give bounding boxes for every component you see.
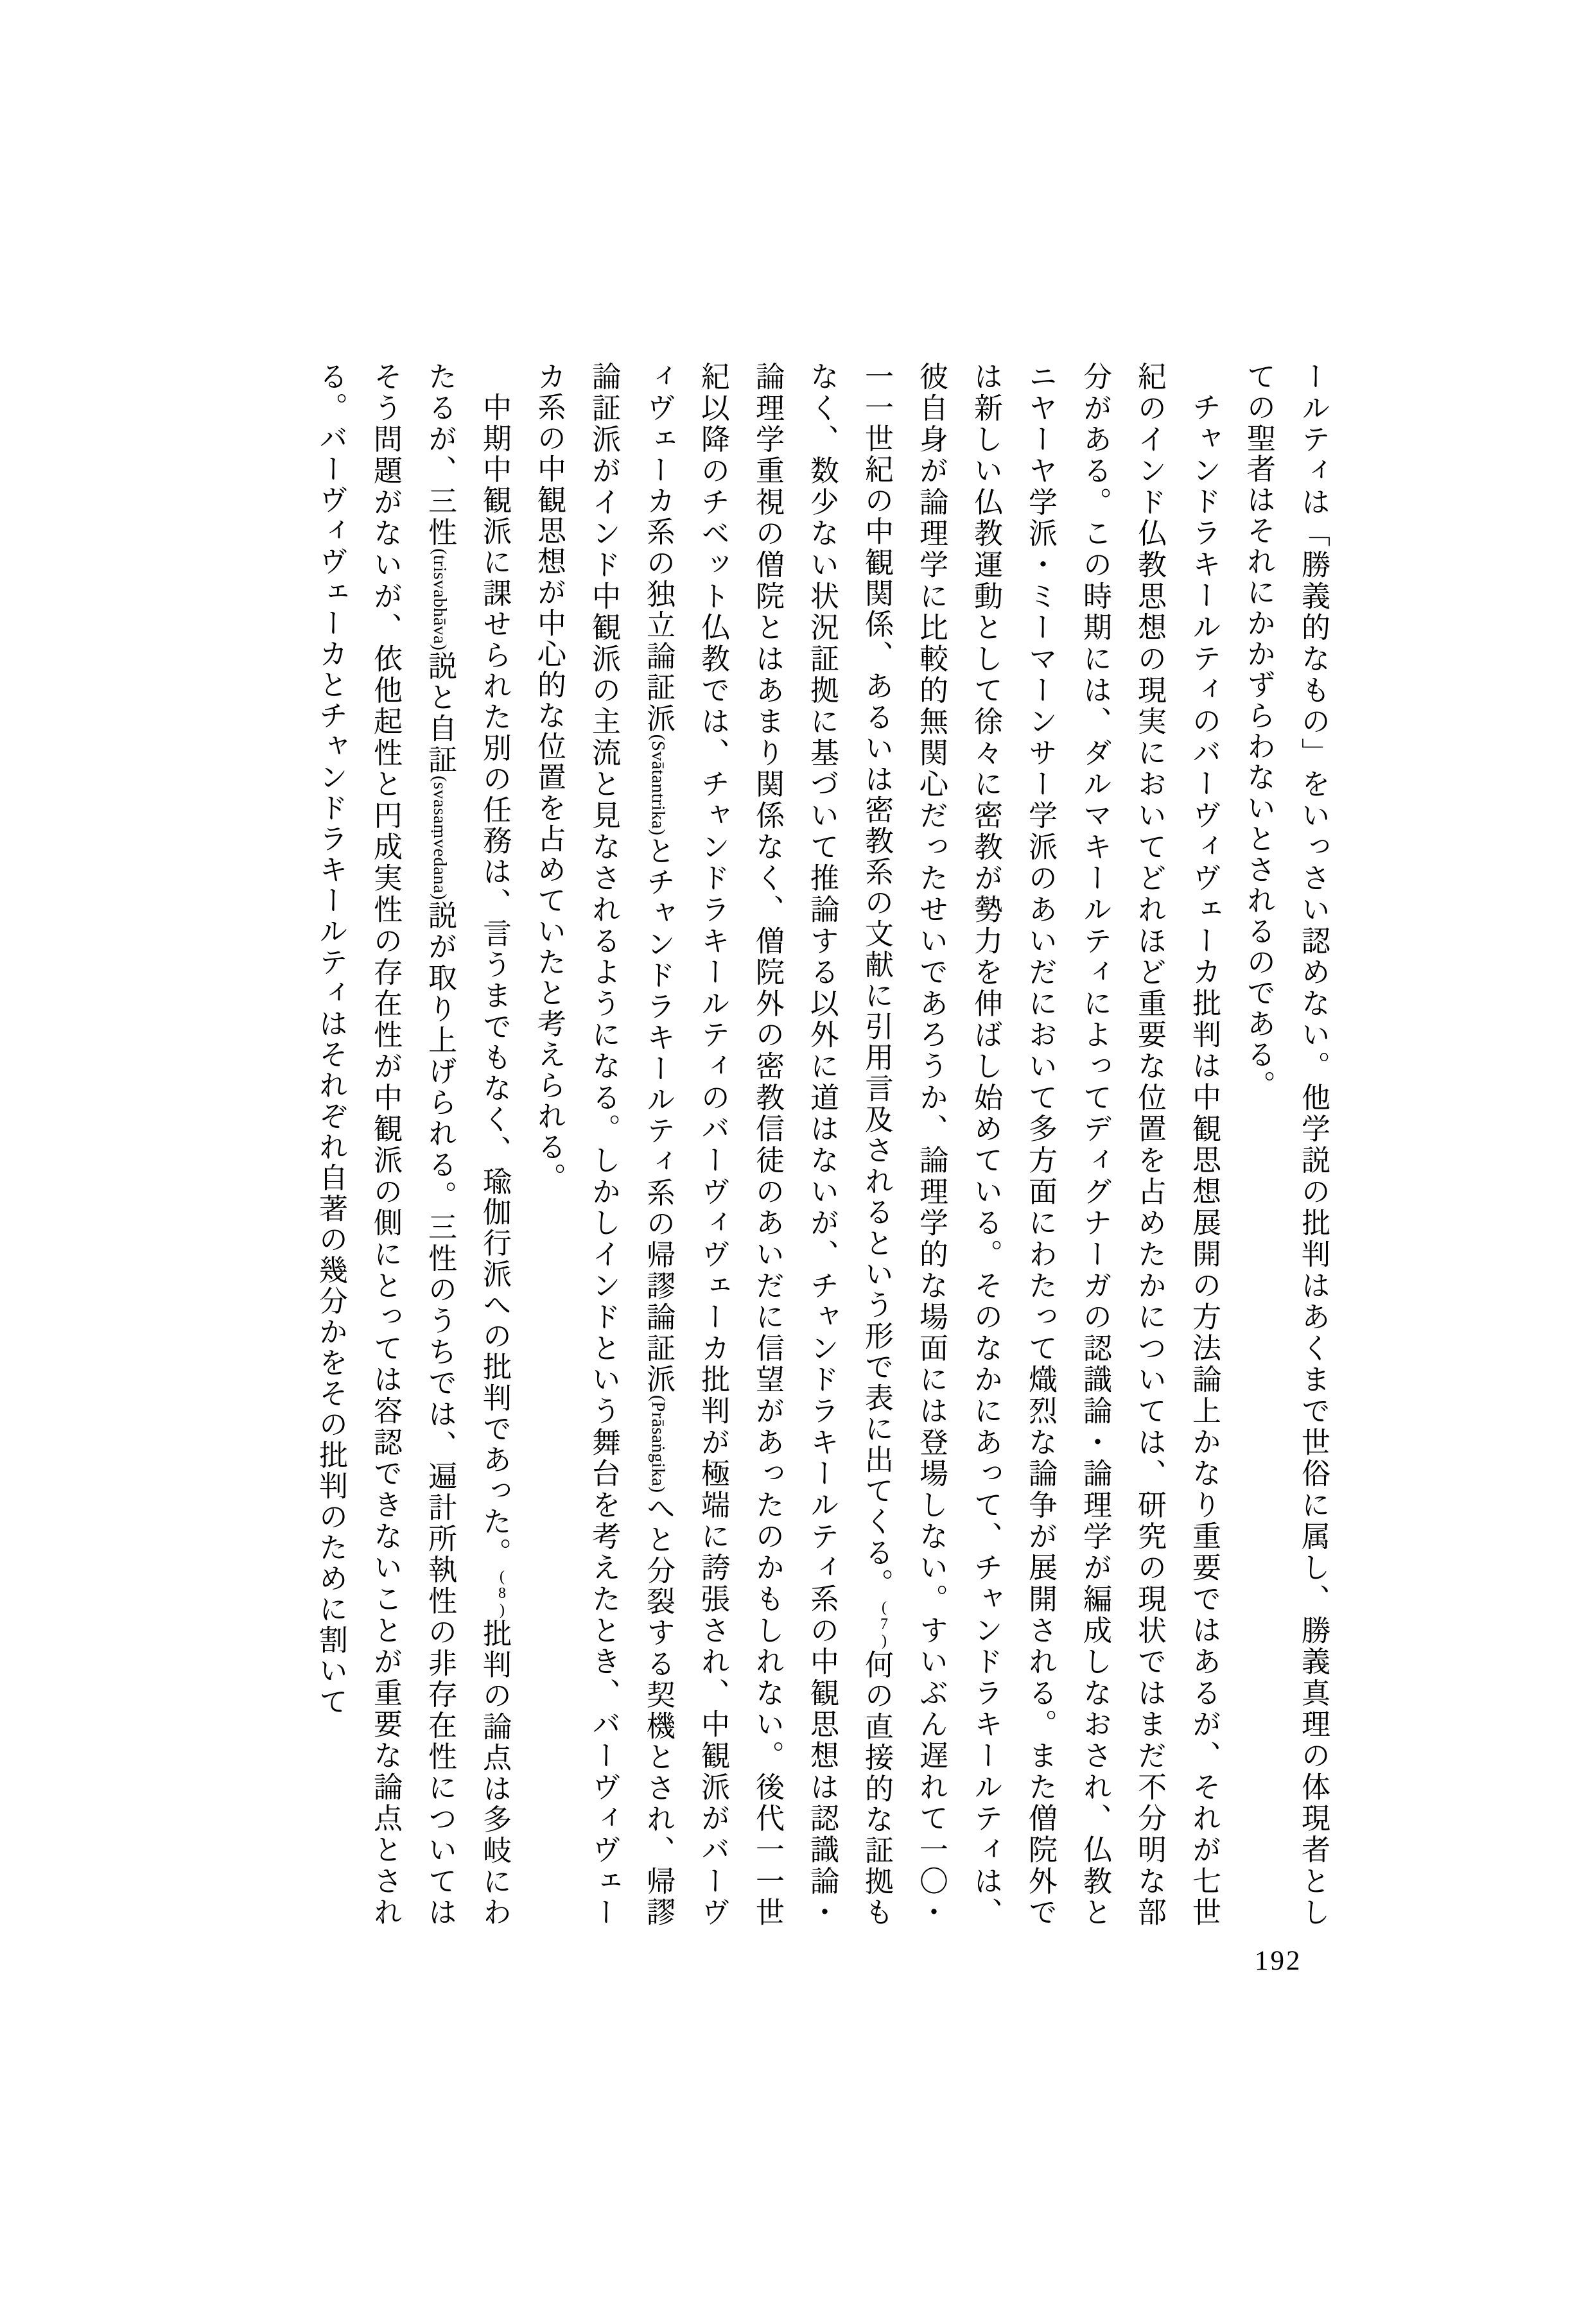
body-text: [297, 361, 1340, 1928]
paragraph-2-text-a: チャンドラキールティのバーヴィヴェーカ批判は中観思想展開の方法論上かなり重要ではあるが、それが七世紀のインド仏教思想の現実においてどれほど重要な位置を占めたかについては、研究の現状ではまだ不分明な部分がある。この時期には、ダルマキールティによってディグナーガの認識論・論理学が編成しなおされ、仏教とニヤーヤ学派・ミーマーンサー学派のあいだにおいて多方面にわたって熾烈な論争が展開される。また僧院外では新しい仏教運動として徐々に密教が勢力を伸ばし始めている。そのなかにあって、チャンドラキールティは、彼自身が論理学に比較的無関心だったせいであろうか、論理学的な場面には登場しない。すいぶん遅れて一〇・一一世紀の中観関係、あるいは密教系の文献に引用言及されるという形で表に出てくる。: [860, 361, 1220, 1929]
paragraph-3-text-a: 中期中観派に課せられた別の任務は、言うまでもなく、瑜伽行派への批判であった。: [478, 392, 510, 1568]
paragraph-2: [521, 361, 1231, 1928]
term-svasamvedana: (svasaṃvedana): [430, 776, 450, 900]
paragraph-1-text: ールティは「勝義的なもの」をいっさい認めない。他学説の批判はあくまで世俗に属し、勝義真理の体現者としての聖者はそれにかかずらわないとされるのである。: [1242, 361, 1329, 1928]
paragraph-3-text-c: 説と自証: [424, 650, 456, 776]
paragraph-2-text-c: とチャンドラキールティ系の帰謬論証派: [642, 835, 674, 1395]
footnote-marker-8: (8): [494, 1568, 510, 1618]
paragraph-3: [303, 361, 521, 1928]
footnote-marker-7: (7): [876, 1599, 893, 1650]
paragraph-1: [1231, 361, 1340, 1928]
paragraph-3-text-d: 説が取り上げられる。三性のうちでは、遍計所執性の非存在性についてはそう問題がないが、依他起性と円成実性の存在性が中観派の側にとっては容認できないことが重要な論点とされる。バーヴィヴェーカとチャンドラキールティはそれぞれ自著の幾分かをその批判のために割いて: [315, 361, 456, 1928]
term-svatantrika: (Svātantrika): [648, 734, 668, 836]
term-prasangika: (Prāsaṅgika): [648, 1395, 668, 1493]
paragraph-3-text-b: 批判の論点は多岐にわたるが、三性: [424, 361, 510, 1929]
paragraph-2-text-d: へと分裂する契機とされ、帰謬論証派がインド中観派の主流と見なされるようになる。しかしインドという舞台を考えたとき、バーヴィヴェーカ系の中観思想が中心的な位置を占めていたと考えられる。: [533, 361, 674, 1929]
paragraph-2-text-b: 何の直接的な証拠もなく、数少ない状況証拠に基づいて推論する以外に道はないが、チャンドラキールティ系の中観思想は認識論・論理学重視の僧院とはあまり関係なく、僧院外の密教信徒のあいだに信望があったのかもしれない。後代一一世紀以降のチベット仏教では、チャンドラキールティのバーヴィヴェーカ批判が極端に誇張され、中観派がバーヴィヴェーカ系の独立論証派: [642, 361, 893, 1929]
term-trisvabhava: (trisvabhāva): [430, 548, 450, 651]
page-number: 192: [1255, 1946, 1302, 1976]
